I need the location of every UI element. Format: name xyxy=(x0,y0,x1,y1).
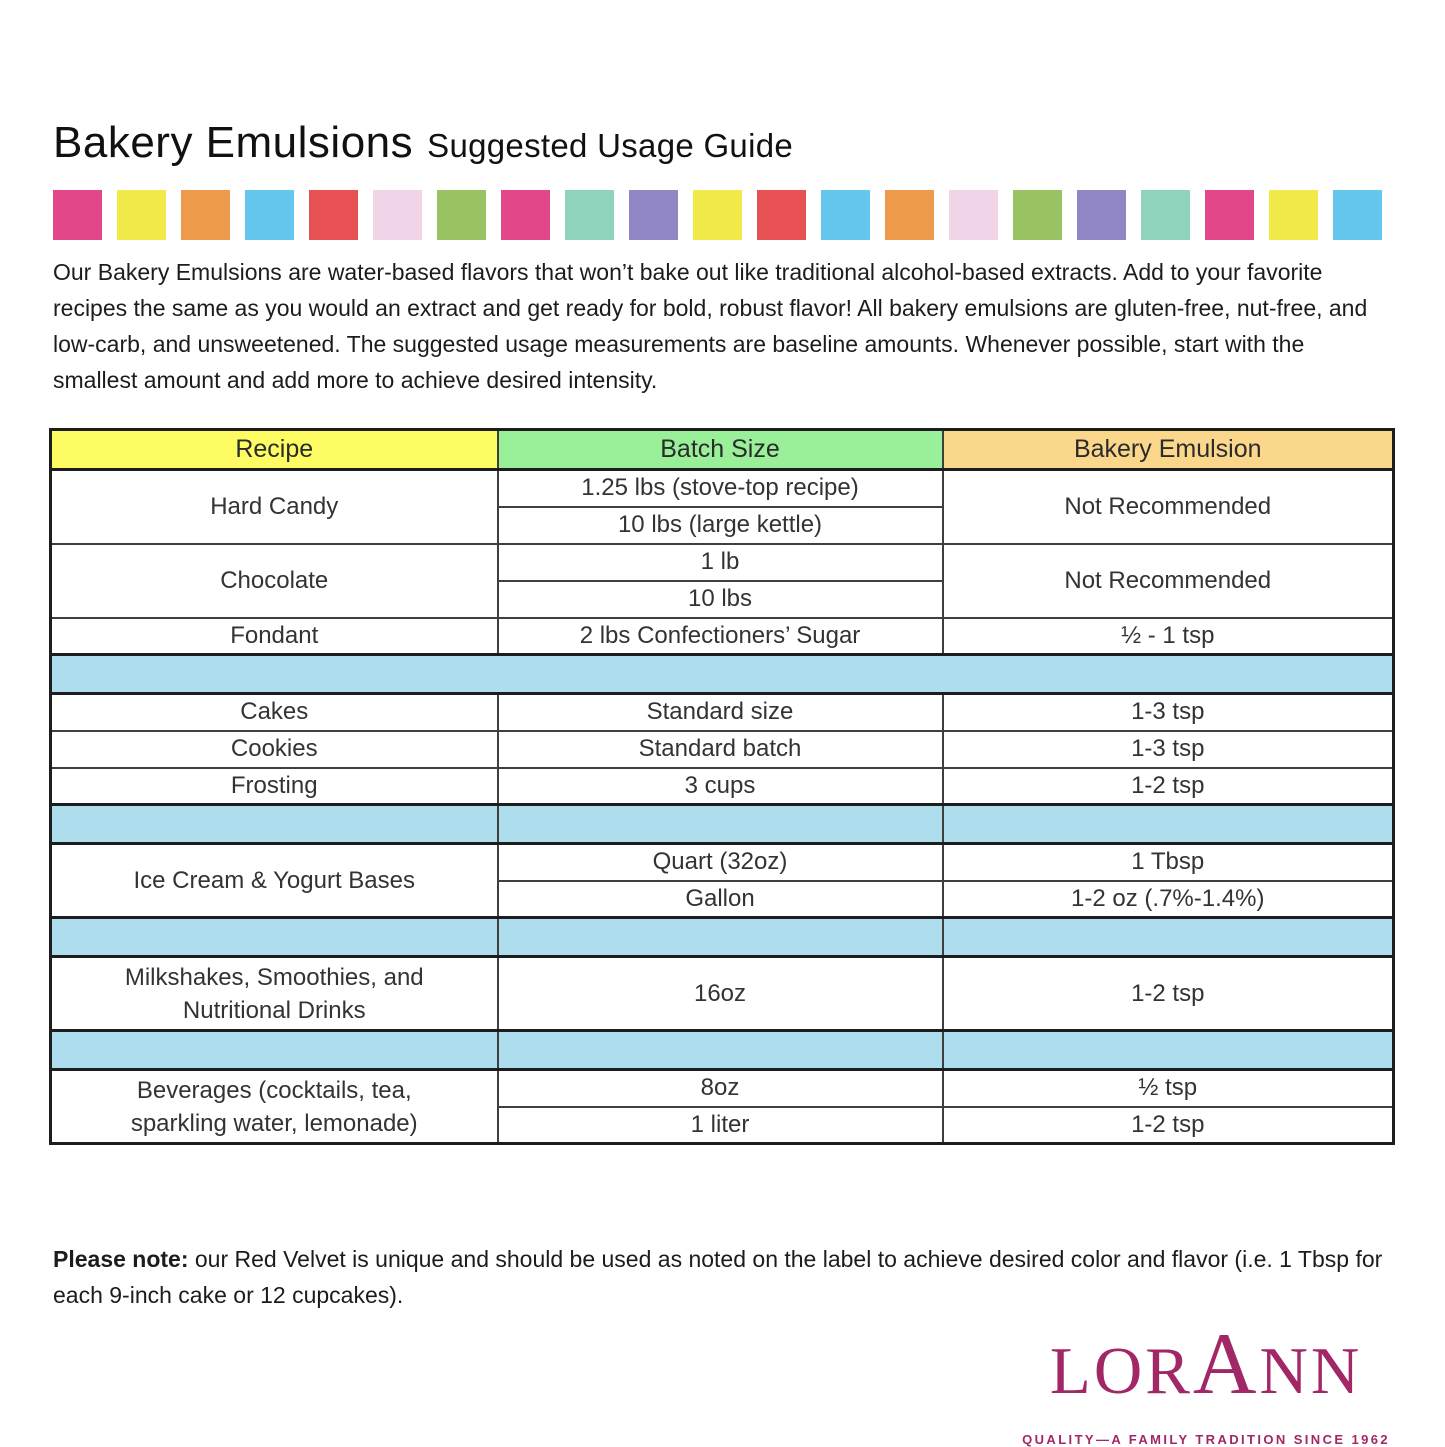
lorann-logo xyxy=(1022,1316,1392,1447)
logo-tagline: QUALITY—A FAMILY TRADITION SINCE 1962 xyxy=(1022,1432,1390,1447)
separator-row xyxy=(51,805,1394,844)
table-row xyxy=(51,957,1394,1031)
cell-chocolate-batch-2: 10 lbs xyxy=(498,581,943,618)
cell-ice-cream-batch-1: Quart (32oz) xyxy=(498,844,943,881)
color-square xyxy=(181,190,230,240)
separator-row xyxy=(51,1031,1394,1070)
cell-chocolate-recipe: Chocolate xyxy=(51,544,498,618)
footnote xyxy=(53,1241,1392,1313)
color-square xyxy=(309,190,358,240)
color-square xyxy=(373,190,422,240)
cell-frosting-recipe: Frosting xyxy=(51,768,498,805)
cell-milkshakes-recipe-line2: Nutritional Drinks xyxy=(182,996,366,1024)
color-square xyxy=(501,190,550,240)
table-row xyxy=(51,768,1394,805)
cell-chocolate-emulsion: Not Recommended xyxy=(943,544,1394,618)
page-title xyxy=(53,118,1392,168)
separator-band xyxy=(51,655,1394,694)
intro-paragraph: Our Bakery Emulsions are water-based flavors that won’t bake out like traditional alcohol-based extracts. Add to your favorite recipes the same as you would an extract and get ready for bold, robust flavor! All bakery emulsions are gluten-free, nut-free, and low-carb, and unsweetened. The suggested usage measurements are baseline amounts. Whenever possible, start with the smallest amount and add more to achieve desired intensity. xyxy=(53,259,1368,393)
table-header-row xyxy=(51,430,1394,470)
color-square xyxy=(821,190,870,240)
color-square xyxy=(53,190,102,240)
footnote-text: our Red Velvet is unique and should be used as noted on the label to achieve desired color and flavor (i.e. 1 Tbsp for each 9-inch cake or 12 cupcakes). xyxy=(53,1246,1383,1308)
color-square xyxy=(757,190,806,240)
cell-hard-candy-batch-1: 1.25 lbs (stove-top recipe) xyxy=(498,470,943,507)
cell-ice-cream-recipe: Ice Cream & Yogurt Bases xyxy=(51,844,498,918)
table-row xyxy=(51,544,1394,581)
cell-cakes-emulsion: 1-3 tsp xyxy=(943,694,1394,731)
color-square xyxy=(437,190,486,240)
cell-milkshakes-emulsion: 1-2 tsp xyxy=(943,957,1394,1031)
cell-milkshakes-batch: 16oz xyxy=(498,957,943,1031)
logo-text-a: A xyxy=(1192,1316,1260,1413)
separator-band xyxy=(51,805,498,844)
separator-row xyxy=(51,918,1394,957)
color-squares xyxy=(53,190,1392,240)
cell-ice-cream-batch-2: Gallon xyxy=(498,881,943,918)
col-header-recipe: Recipe xyxy=(51,430,498,470)
cell-frosting-batch: 3 cups xyxy=(498,768,943,805)
cell-cakes-recipe: Cakes xyxy=(51,694,498,731)
table-row xyxy=(51,470,1394,507)
table-row xyxy=(51,1070,1394,1107)
color-square xyxy=(1205,190,1254,240)
title-main: Bakery Emulsions xyxy=(53,118,414,167)
separator-band xyxy=(943,805,1394,844)
color-square xyxy=(1077,190,1126,240)
cell-milkshakes-recipe-line1: Milkshakes, Smoothies, and xyxy=(124,963,424,991)
cell-beverages-recipe-line1: Beverages (cocktails, tea, xyxy=(136,1076,412,1104)
color-square xyxy=(885,190,934,240)
color-square xyxy=(117,190,166,240)
col-header-emulsion: Bakery Emulsion xyxy=(943,430,1394,470)
cell-cakes-batch: Standard size xyxy=(498,694,943,731)
cell-cookies-batch: Standard batch xyxy=(498,731,943,768)
cell-cookies-recipe: Cookies xyxy=(51,731,498,768)
cell-hard-candy-recipe: Hard Candy xyxy=(51,470,498,544)
color-square xyxy=(1013,190,1062,240)
color-square xyxy=(565,190,614,240)
cell-chocolate-batch-1: 1 lb xyxy=(498,544,943,581)
separator-band xyxy=(498,1031,943,1070)
cell-beverages-batch-1: 8oz xyxy=(498,1070,943,1107)
cell-ice-cream-emulsion-1: 1 Tbsp xyxy=(943,844,1394,881)
cell-hard-candy-emulsion: Not Recommended xyxy=(943,470,1394,544)
table-row xyxy=(51,694,1394,731)
cell-ice-cream-emulsion-2: 1-2 oz (.7%-1.4%) xyxy=(943,881,1394,918)
cell-hard-candy-batch-2: 10 lbs (large kettle) xyxy=(498,507,943,544)
cell-beverages-emulsion-2: 1-2 tsp xyxy=(943,1107,1394,1144)
table-row xyxy=(51,618,1394,655)
cell-fondant-recipe: Fondant xyxy=(51,618,498,655)
cell-fondant-emulsion: ½ - 1 tsp xyxy=(943,618,1394,655)
footnote-label: Please note: xyxy=(53,1246,189,1272)
color-square xyxy=(1269,190,1318,240)
logo-text-lor: LOR xyxy=(1049,1334,1193,1408)
color-square xyxy=(1141,190,1190,240)
separator-band xyxy=(498,805,943,844)
separator-band xyxy=(498,918,943,957)
separator-band xyxy=(51,918,498,957)
color-square xyxy=(1333,190,1382,240)
color-square xyxy=(693,190,742,240)
cell-beverages-recipe-line2: sparkling water, lemonade) xyxy=(130,1109,418,1137)
color-square xyxy=(245,190,294,240)
cell-beverages-recipe xyxy=(51,1070,498,1144)
color-square xyxy=(949,190,998,240)
separator-row xyxy=(51,655,1394,694)
cell-frosting-emulsion: 1-2 tsp xyxy=(943,768,1394,805)
cell-fondant-batch: 2 lbs Confectioners’ Sugar xyxy=(498,618,943,655)
cell-beverages-emulsion-1: ½ tsp xyxy=(943,1070,1394,1107)
separator-band xyxy=(51,1031,498,1070)
cell-beverages-batch-2: 1 liter xyxy=(498,1107,943,1144)
separator-band xyxy=(943,1031,1394,1070)
title-sub: Suggested Usage Guide xyxy=(427,127,794,164)
table-row xyxy=(51,731,1394,768)
logo-wordmark xyxy=(1022,1316,1390,1429)
logo-text-nn: NN xyxy=(1259,1334,1363,1408)
col-header-batch: Batch Size xyxy=(498,430,943,470)
color-square xyxy=(629,190,678,240)
table-row xyxy=(51,844,1394,881)
cell-cookies-emulsion: 1-3 tsp xyxy=(943,731,1394,768)
separator-band xyxy=(943,918,1394,957)
usage-table xyxy=(49,428,1395,1145)
cell-milkshakes-recipe xyxy=(51,957,498,1031)
